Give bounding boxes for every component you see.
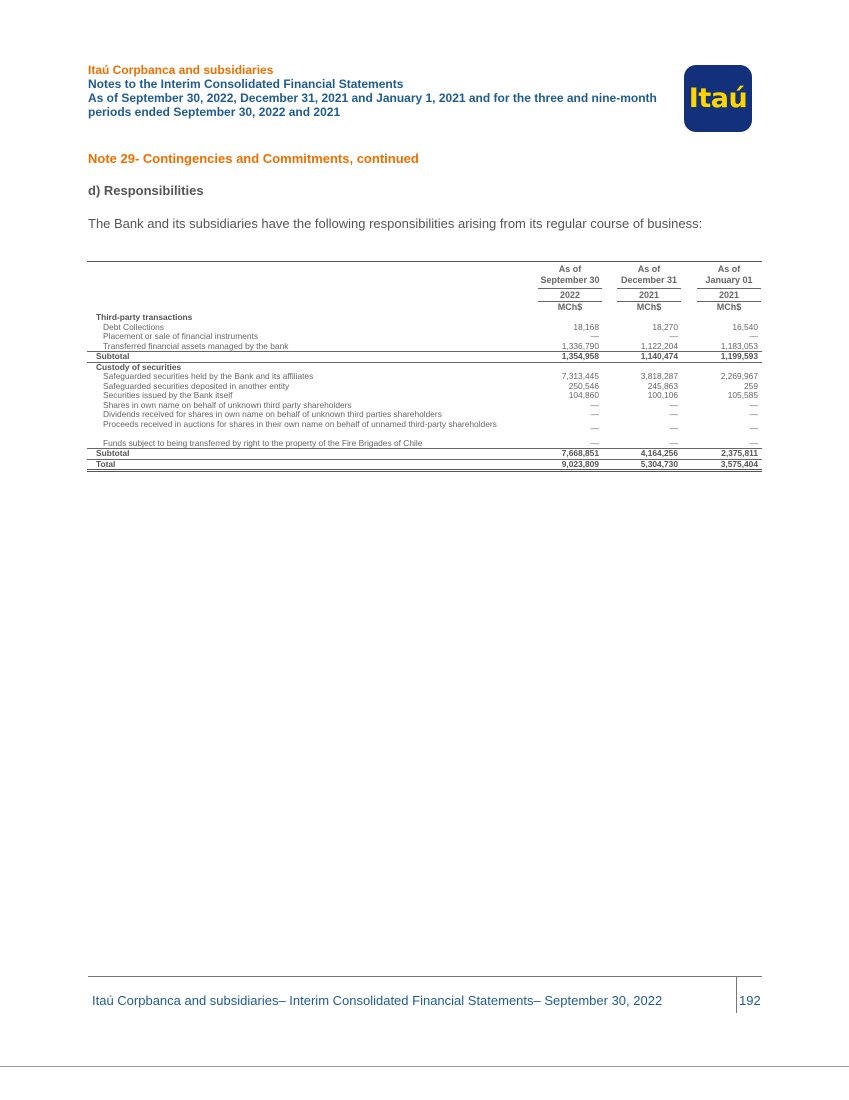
table-row: Proceeds received in auctions for shares in their own name on behalf of unnamed third-party shareholders — — — [103, 418, 758, 433]
intro-paragraph: The Bank and its subsidiaries have the following responsibilities arising from its regular course of business: [88, 216, 703, 231]
table-row: Placement or sale of financial instruments — — — [103, 331, 758, 341]
section-title: d) Responsibilities [88, 183, 204, 198]
responsibilities-table [87, 261, 762, 472]
page-number: 192 [739, 993, 761, 1008]
subtotal-row-custody: Subtotal 7,668,851 4,164,256 2,375,811 [87, 448, 762, 460]
table-row: Shares in own name on behalf of unknown third party shareholders — — — [103, 399, 758, 410]
table-row: Dividends received for shares in own name on behalf of unknown third parties shareholders — — — [103, 409, 758, 419]
table-row: Funds subject to being transferred by right to the property of the Fire Brigades of Chile — — — [103, 437, 758, 448]
table-row: Debt Collections 18,168 18,270 16,540 [103, 321, 758, 332]
page-bottom-rule [0, 1066, 849, 1067]
column-header-dec-2021: As of December 31 2021 MCh$ [617, 264, 681, 313]
table-column-headers [87, 262, 762, 313]
group-title-third-party: Third-party transactions [96, 312, 193, 322]
itau-logo [684, 65, 752, 132]
table-row: Transferred financial assets managed by the bank 1,336,790 1,122,204 1,183,053 [103, 340, 758, 351]
column-header-jan-2021: As of January 01 2021 MCh$ [697, 264, 761, 313]
company-name: Itaú Corpbanca and subsidiaries [88, 63, 274, 77]
column-header-sep-2022: As of September 30 2022 MCh$ [538, 264, 602, 313]
table-row: Securities issued by the Bank itself 104,860 100,106 105,585 [103, 390, 758, 400]
footer-divider [736, 976, 737, 1013]
footer-text: Itaú Corpbanca and subsidiaries– Interim Consolidated Financial Statements– September 30, 2022 [92, 993, 663, 1008]
total-row: Total 9,023,809 5,304,730 3,575,404 [87, 460, 762, 473]
note-title: Note 29- Contingencies and Commitments, continued [88, 151, 419, 166]
logo-text: Itaú [688, 83, 748, 114]
header-period: As of September 30, 2022, December 31, 2021 and January 1, 2021 and for the three and nine-month periods ended September 30, 2022 and 2021 [88, 91, 657, 119]
header-subtitle: Notes to the Interim Consolidated Financial Statements [88, 77, 404, 91]
table-row: Safeguarded securities held by the Bank and its affiliates 7,313,445 3,818,287 2,269,967 [103, 371, 758, 381]
document-header [88, 63, 658, 119]
subtotal-row-third-party: Subtotal 1,354,958 1,140,474 1,199,593 [87, 351, 762, 363]
group-title-custody: Custody of securities [96, 361, 182, 372]
table-row: Safeguarded securities deposited in another entity 250,546 245,863 259 [103, 380, 758, 391]
footer-rule [88, 976, 762, 977]
